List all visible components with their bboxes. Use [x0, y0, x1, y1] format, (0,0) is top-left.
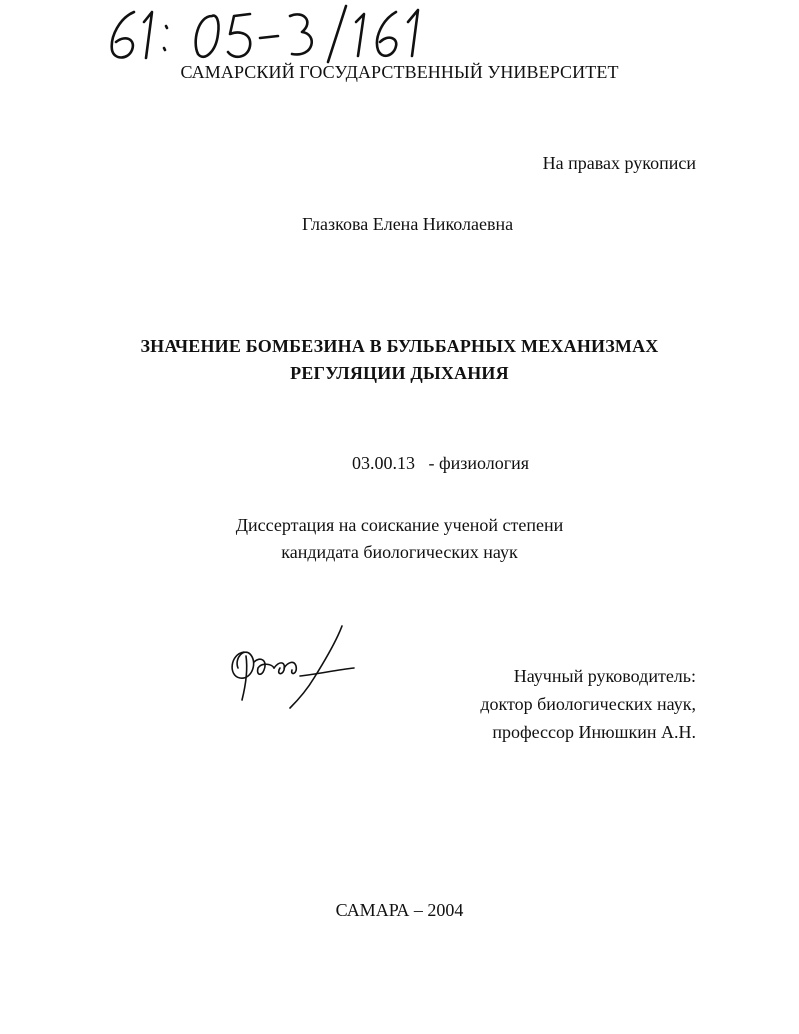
supervisor-label: Научный руководитель: [513, 666, 696, 686]
handwritten-archive-code [100, 2, 440, 66]
degree-statement [0, 512, 799, 566]
degree-line-2: кандидата биологических наук [281, 542, 518, 562]
title-line-2: РЕГУЛЯЦИИ ДЫХАНИЯ [290, 363, 509, 383]
author-name: Глазкова Елена Николаевна [302, 214, 514, 234]
specialty-name: - физиология [428, 453, 530, 473]
handwritten-signature [224, 622, 359, 712]
title-line-1: ЗНАЧЕНИЕ БОМБЕЗИНА В БУЛЬБАРНЫХ МЕХАНИЗМАХ [140, 336, 659, 356]
supervisor-name: профессор Инюшкин А.Н. [492, 722, 696, 742]
university-name: САМАРСКИЙ ГОСУДАРСТВЕННЫЙ УНИВЕРСИТЕТ [180, 62, 619, 82]
supervisor-block [480, 662, 696, 746]
signature-drawing [224, 622, 359, 712]
city-year: САМАРА – 2004 [335, 900, 464, 920]
specialty [352, 453, 529, 474]
supervisor-degree: доктор биологических наук, [480, 694, 696, 714]
rights-note: На правах рукописи [542, 153, 696, 173]
degree-line-1: Диссертация на соискание ученой степени [235, 515, 564, 535]
dissertation-title [0, 333, 799, 387]
handwritten-code-drawing [100, 2, 440, 66]
specialty-code: 03.00.13 [352, 453, 415, 473]
